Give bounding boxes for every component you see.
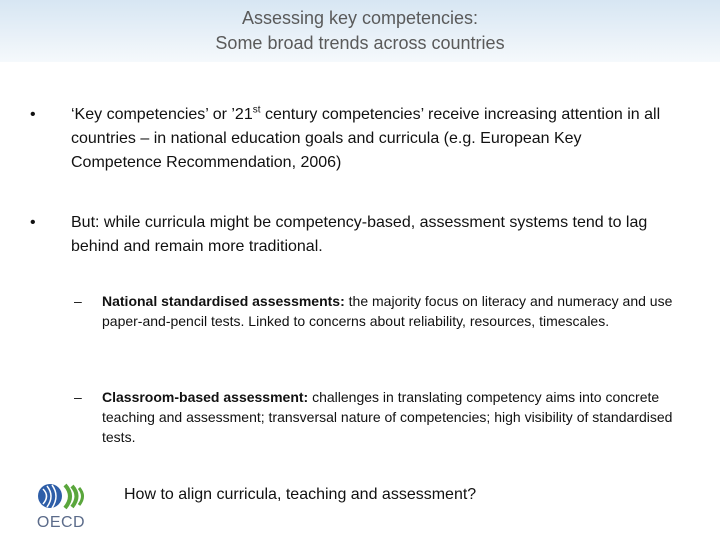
sub-bullet-text xyxy=(102,291,682,331)
oecd-globe-icon xyxy=(34,480,88,514)
bullet-marker: • xyxy=(30,214,36,231)
sub-bullet-body: challenges in translating competency aims into concrete teaching and assessment; transversal nature of competencies; high visibility of standardised tests. xyxy=(102,389,673,445)
bullet-text-part1: ‘Key competencies’ or ’21 xyxy=(71,106,253,123)
sub-bullet-lead: National standardised assessments: xyxy=(102,293,345,309)
bullet-text-part2: century competencies’ receive increasing attention in all countries – in national education goals and curricula (e.g. European Key Competence Recommendation, 2006) xyxy=(71,106,661,171)
closing-question: How to align curricula, teaching and assessment? xyxy=(124,486,477,503)
bullet-text: But: while curricula might be competency-based, assessment systems tend to lag behind and remain more traditional. xyxy=(71,214,648,255)
sub-bullet-body: the majority focus on literacy and numeracy and use paper-and-pencil tests. Linked to concerns about reliability, resources, timescales. xyxy=(102,293,673,329)
oecd-logo xyxy=(34,480,88,532)
oecd-logo-text: OECD xyxy=(36,514,86,531)
sub-bullet-marker: – xyxy=(74,293,82,309)
bullet-text xyxy=(71,103,671,175)
title-line-2: Some broad trends across countries xyxy=(215,33,505,53)
slide-title xyxy=(0,6,720,56)
sub-bullet-text xyxy=(102,387,682,447)
bullet-marker: • xyxy=(30,106,36,123)
sub-bullet-lead: Classroom-based assessment: xyxy=(102,389,309,405)
sub-bullet-marker: – xyxy=(74,389,82,405)
bullet-superscript: st xyxy=(252,104,261,116)
title-line-1: Assessing key competencies: xyxy=(241,8,479,28)
